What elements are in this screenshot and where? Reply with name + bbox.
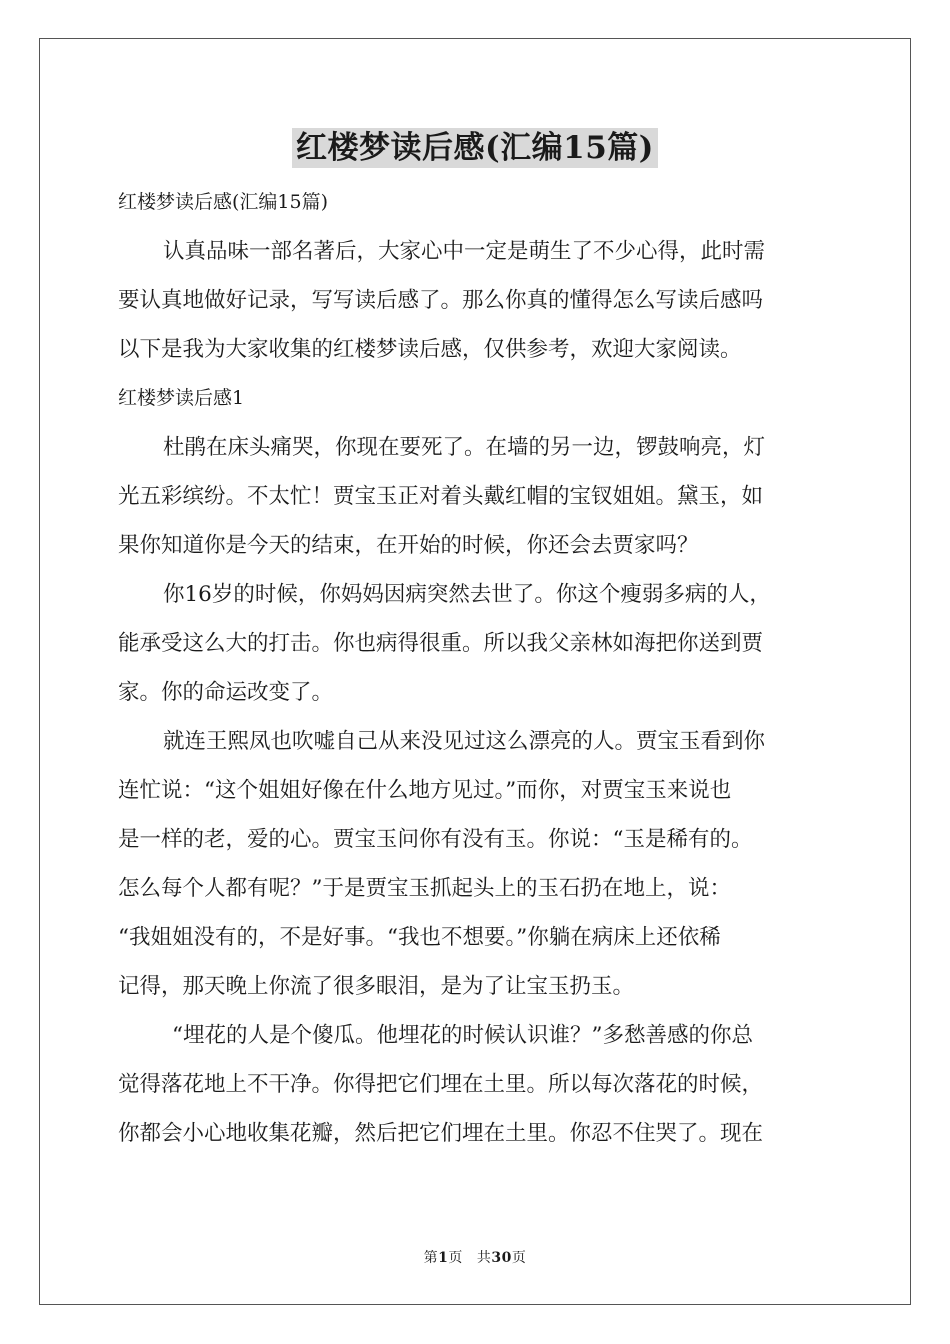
title-area — [0, 128, 950, 168]
total-prefix: 共 — [476, 1250, 492, 1266]
paragraph-line: 你都会小心地收集花瓣，然后把它们埋在土里。你忍不住哭了。现在 — [118, 1121, 764, 1146]
paragraph-line: “我姐姐没有的，不是好事。“我也不想要。”你躺在病床上还依稀 — [118, 925, 721, 950]
page-prefix: 第 — [423, 1250, 439, 1266]
paragraph-line: 家。你的命运改变了。 — [118, 680, 334, 705]
paragraph-line: 能承受这么大的打击。你也病得很重。所以我父亲林如海把你送到贾 — [118, 631, 764, 656]
document-title: 红楼梦读后感(汇编15篇) — [292, 128, 658, 168]
document-body — [118, 178, 834, 1158]
paragraph-line: 果你知道你是今天的结束，在开始的时候，你还会去贾家吗？ — [118, 533, 699, 558]
paragraph-line: 记得，那天晚上你流了很多眼泪，是为了让宝玉扔玉。 — [118, 974, 635, 999]
section-heading: 红楼梦读后感1 — [118, 387, 245, 409]
total-suffix: 页 — [511, 1250, 527, 1266]
paragraph-line: 你16岁的时候，你妈妈因病突然去世了。你这个瘦弱多病的人， — [163, 582, 771, 607]
paragraph-line: 怎么每个人都有呢？”于是贾宝玉抓起头上的玉石扔在地上，说： — [118, 876, 731, 901]
page-footer — [0, 1247, 950, 1267]
paragraph-line: “埋花的人是个傻瓜。他埋花的时候认识谁？”多愁善感的你总 — [172, 1023, 753, 1048]
paragraph-line: 是一样的老，爱的心。贾宝玉问你有没有玉。你说：“玉是稀有的。 — [118, 827, 753, 852]
paragraph-line: 连忙说：“这个姐姐好像在什么地方见过。”而你，对贾宝玉来说也 — [118, 778, 732, 803]
paragraph-line: 光五彩缤纷。不太忙！贾宝玉正对着头戴红帽的宝钗姐姐。黛玉，如 — [118, 484, 764, 509]
intro-line: 认真品味一部名著后，大家心中一定是萌生了不少心得，此时需 — [163, 239, 766, 264]
paragraph-line: 就连王熙凤也吹嘘自己从来没见过这么漂亮的人。贾宝玉看到你 — [163, 729, 766, 754]
intro-line: 以下是我为大家收集的红楼梦读后感，仅供参考，欢迎大家阅读。 — [118, 337, 742, 362]
page-suffix: 页 — [448, 1250, 463, 1266]
total-pages: 30 — [491, 1250, 512, 1266]
paragraph-line: 杜鹃在床头痛哭，你现在要死了。在墙的另一边，锣鼓响亮，灯 — [163, 435, 766, 460]
intro-line: 要认真地做好记录，写写读后感了。那么你真的懂得怎么写读后感吗 — [118, 288, 764, 313]
paragraph-line: 觉得落花地上不干净。你得把它们埋在土里。所以每次落花的时候， — [118, 1072, 764, 1097]
page-number: 1 — [438, 1250, 449, 1266]
subtitle: 红楼梦读后感(汇编15篇) — [118, 191, 329, 213]
